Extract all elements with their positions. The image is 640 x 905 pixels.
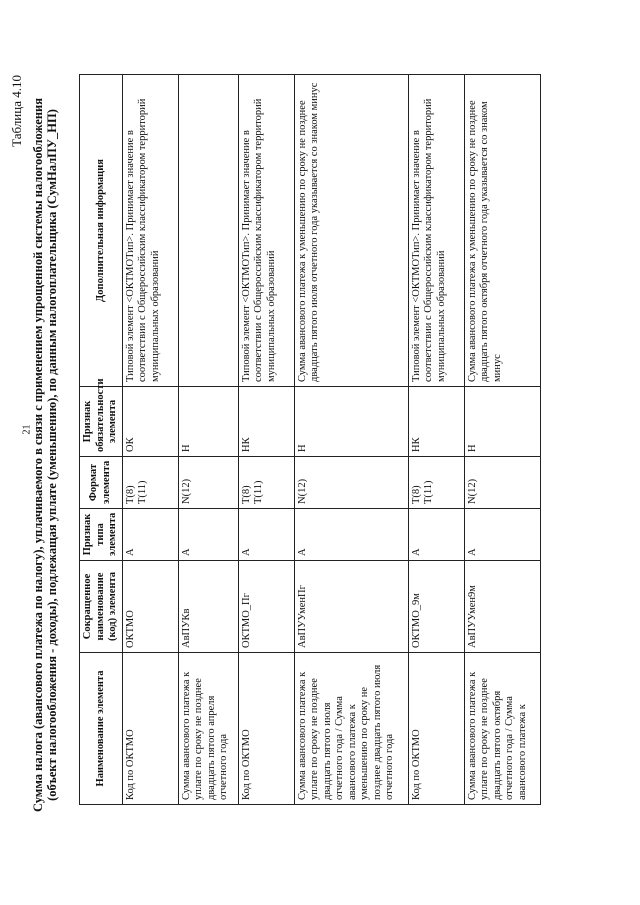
cell-type: А — [464, 509, 540, 561]
cell-code: ОКТМО — [122, 561, 178, 653]
cell-info: Сумма авансового платежа к уменьшению по сроку не позднее двадцать пятого октября отчетного года указывается со знаком минус — [464, 75, 540, 387]
cell-type: А — [122, 509, 178, 561]
page-number: 21 — [21, 424, 33, 435]
cell-name: Код по ОКТМО — [408, 653, 464, 805]
cell-name: Сумма авансового платежа к уплате по сроку не позднее двадцать пятого июля отчетного года / Сумма авансового платежа к уменьшению по сроку не позднее двадцать пятого июля отчетного года — [294, 653, 408, 805]
header-additional-info: Дополнительная информация — [80, 75, 123, 387]
cell-required: НК — [238, 387, 294, 457]
cell-info: Типовой элемент <ОКТМОТип>. Принимает значение в соответствии с Общероссийским классификатором территорий муниципальных образований — [238, 75, 294, 387]
cell-format: T(8) T(11) — [122, 457, 178, 509]
cell-name: Код по ОКТМО — [122, 653, 178, 805]
header-element-name: Наименование элемента — [80, 653, 123, 805]
caption-line-1: Сумма налога (авансового платежа по налогу), уплачиваемого в связи с применением упрощенной системы налогообложения — [31, 98, 45, 812]
cell-name: Код по ОКТМО — [238, 653, 294, 805]
cell-info: Типовой элемент <ОКТМОТип>. Принимает значение в соответствии с Общероссийским классификатором территорий муниципальных образований — [122, 75, 178, 387]
header-element-type: Признак типа элемента — [80, 509, 123, 561]
cell-required: ОК — [122, 387, 178, 457]
cell-info — [178, 75, 238, 387]
cell-name: Сумма авансового платежа к уплате по сроку не позднее двадцать пятого октября отчетного года / Сумма авансового платежа к — [464, 653, 540, 805]
table-number: Таблица 4.10 — [9, 75, 24, 147]
table-row — [294, 75, 408, 805]
cell-format: N(12) — [464, 457, 540, 509]
cell-format: T(8) T(11) — [408, 457, 464, 509]
caption-line-2: (объект налогообложения - доходы), подлежащая уплате (уменьшению), по данным налогоплательщика (СумНалПУ_НП) — [45, 109, 59, 801]
cell-format: N(12) — [178, 457, 238, 509]
cell-type: А — [294, 509, 408, 561]
cell-required: Н — [178, 387, 238, 457]
elements-table — [79, 74, 541, 805]
cell-required: Н — [464, 387, 540, 457]
cell-code: ОКТМО_Пг — [238, 561, 294, 653]
table-caption — [31, 77, 59, 833]
cell-type: А — [408, 509, 464, 561]
cell-code: АвПУУменПг — [294, 561, 408, 653]
cell-code: АвПУУмен9м — [464, 561, 540, 653]
table-row — [122, 75, 178, 805]
table-row — [178, 75, 238, 805]
table-row — [238, 75, 294, 805]
table-row — [464, 75, 540, 805]
table-row — [408, 75, 464, 805]
header-element-format: Формат элемента — [80, 457, 123, 509]
header-element-code: Сокращенное наименование (код) элемента — [80, 561, 123, 653]
cell-info: Типовой элемент <ОКТМОТип>. Принимает значение в соответствии с Общероссийским классификатором территорий муниципальных образований — [408, 75, 464, 387]
cell-info: Сумма авансового платежа к уменьшению по сроку не позднее двадцать пятого июля отчетного года указывается со знаком минус — [294, 75, 408, 387]
cell-format: N(12) — [294, 457, 408, 509]
cell-code: ОКТМО_9м — [408, 561, 464, 653]
cell-required: НК — [408, 387, 464, 457]
cell-name: Сумма авансового платежа к уплате по сроку не позднее двадцать пятого апреля отчетного года — [178, 653, 238, 805]
cell-format: T(8) T(11) — [238, 457, 294, 509]
cell-code: АвПУКв — [178, 561, 238, 653]
cell-type: А — [238, 509, 294, 561]
cell-type: А — [178, 509, 238, 561]
rotated-page — [1, 53, 640, 853]
cell-required: Н — [294, 387, 408, 457]
table-header-row — [80, 75, 123, 805]
header-element-required: Признак обязательности элемента — [80, 387, 123, 457]
